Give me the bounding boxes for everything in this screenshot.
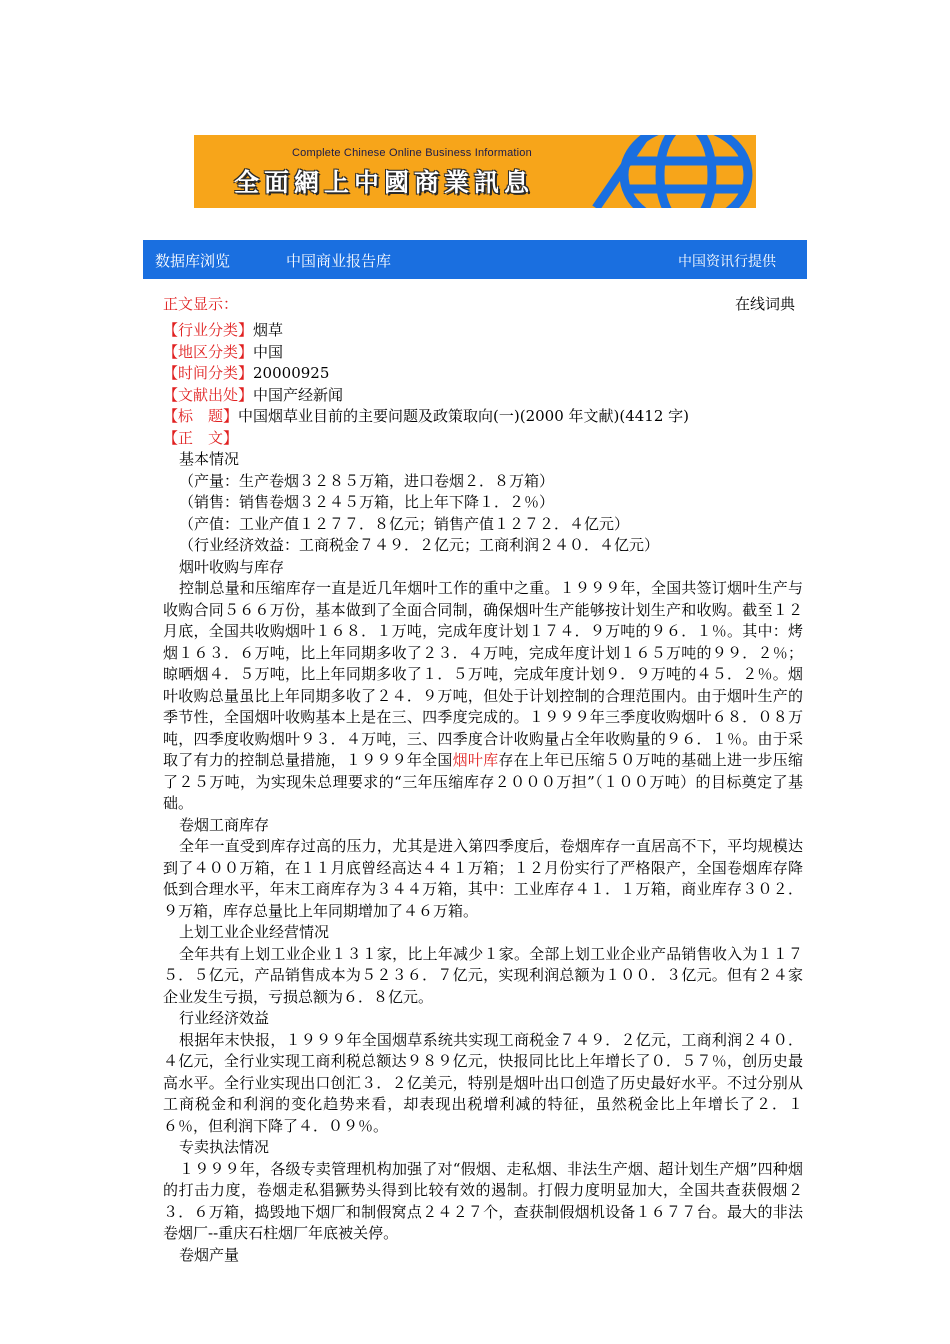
globe-icon xyxy=(566,135,756,208)
meta-industry: 【行业分类】烟草 xyxy=(163,321,284,339)
page-title: 正文显示： xyxy=(163,295,239,313)
online-dictionary-link[interactable]: 在线词典 xyxy=(734,295,795,313)
section-heading: 行业经济效益 xyxy=(179,1009,270,1027)
summary-line: （产值：工业产值１２７７．８亿元；销售产值１２７２．４亿元） xyxy=(179,514,630,533)
meta-region: 【地区分类】中国 xyxy=(163,342,284,361)
nav-report-library[interactable]: 中国商业报告库 xyxy=(286,252,392,270)
banner-chinese: 全面網上中國商業訊息 xyxy=(234,168,535,197)
banner xyxy=(194,135,756,208)
meta-source: 【文献出处】中国产经新闻 xyxy=(163,385,344,404)
paragraph: 控制总量和压缩库存一直是近几年烟叶工作的重中之重。１９９９年，全国共签订烟叶生产与收购合同５６６万份，基本做到了全面合同制，确保烟叶生产能够按计划生产和收购。截至１２月底，全国共收购烟叶１６８．１万吨，完成年度计划１７４．９万吨的９６．１％。其中：烤烟１６３．６万吨，比上年同期多收了２３．４万吨，完成年度计划１６５万吨的９９．２％；晾晒烟４．５万吨，比上年同期多收了１．５万吨，完成年度计划９．９万吨的４５．２％。烟叶收购总量虽比上年同期多收了２４．９万吨，但处于计划控制的合理范围内。由于烟叶生产的季节性，全国烟叶收购基本上是在三、四季度完成的。１９９９年三季度收购烟叶６８．０８万吨，四季度收购烟叶９３．４万吨，三、四季度合计收购量占全年收购量的９６．１％。由于采取了有力的控制总量措施，１９９９年全国烟叶库存在上年已压缩５０万吨的基础上进一步压缩了２５万吨，为实现朱总理要求的“三年压缩库存２０００万担”（１００万吨）的目标奠定了基础。 xyxy=(163,579,803,812)
article-body xyxy=(163,449,803,1266)
meta-time: 【时间分类】20000925 xyxy=(163,364,330,382)
summary-line: （产量：生产卷烟３２８５万箱，进口卷烟２．８万箱） xyxy=(179,471,555,490)
nav-bar xyxy=(143,240,807,279)
banner-english: Complete Chinese Online Business Information xyxy=(292,147,532,159)
section-heading: 基本情况 xyxy=(179,450,240,468)
section-heading: 上划工业企业经营情况 xyxy=(179,923,330,941)
nav-database-browse[interactable]: 数据库浏览 xyxy=(155,252,231,270)
paragraph: １９９９年，各级专卖管理机构加强了对“假烟、走私烟、非法生产烟、超计划生产烟”四种烟的打击力度，卷烟走私猖獗势头得到比较有效的遏制。打假力度明显加大，全国共查获假烟２３．６万箱，捣毁地下烟厂和制假窝点２４２７个，查获制假烟机设备１６７７台。最大的非法卷烟厂--重庆石柱烟厂年底被关停。 xyxy=(163,1159,803,1242)
section-heading: 烟叶收购与库存 xyxy=(179,557,285,576)
content-header xyxy=(163,292,803,320)
section-heading: 卷烟工商库存 xyxy=(179,815,270,834)
paragraph: 根据年末快报，１９９９年全国烟草系统共实现工商税金７４９．２亿元，工商利润２４０．４亿元，全行业实现工商利税总额达９８９亿元，快报同比比上年增长了０．５７％，创历史最高水平。全行业实现出口创汇３．２亿美元，特别是烟叶出口创造了历史最好水平。不过分别从工商税金和利润的变化趋势来看，却表现出税增利减的特征，虽然税金比上年增长了２．１６％，但利润下降了４．０９％。 xyxy=(163,1030,803,1135)
highlight-link[interactable]: 烟叶库 xyxy=(452,751,499,769)
summary-line: （行业经济效益：工商税金７４９．２亿元；工商利润２４０．４亿元） xyxy=(179,536,660,554)
meta-body-label: 【正 文】 xyxy=(163,428,239,447)
meta-title: 【标 题】中国烟草业目前的主要问题及政策取向(一)(2000 年文献)(4412 字) xyxy=(163,407,690,425)
section-heading: 卷烟产量 xyxy=(179,1245,240,1264)
summary-line: （销售：销售卷烟３２４５万箱，比上年下降１．２％） xyxy=(179,493,555,511)
paragraph: 全年一直受到库存过高的压力，尤其是进入第四季度后，卷烟库存一直居高不下，平均规模达到了４００万箱，在１１月底曾经高达４４１万箱；１２月份实行了严格限产，全国卷烟库存降低到合理水平，年末工商库存为３４４万箱，其中：工业库存４１．１万箱，商业库存３０２．９万箱，库存总量比上年同期增加了４６万箱。 xyxy=(163,837,803,920)
article xyxy=(163,292,803,1266)
nav-provider[interactable]: 中国资讯行提供 xyxy=(678,254,776,270)
paragraph: 全年共有上划工业企业１３１家，比上年减少１家。全部上划工业企业产品销售收入为１１７５．５亿元，产品销售成本为５２３６．７亿元，实现利润总额为１００．３亿元。但有２４家企业发生亏损，亏损总额为６．８亿元。 xyxy=(163,944,803,1006)
section-heading: 专卖执法情况 xyxy=(179,1138,270,1156)
